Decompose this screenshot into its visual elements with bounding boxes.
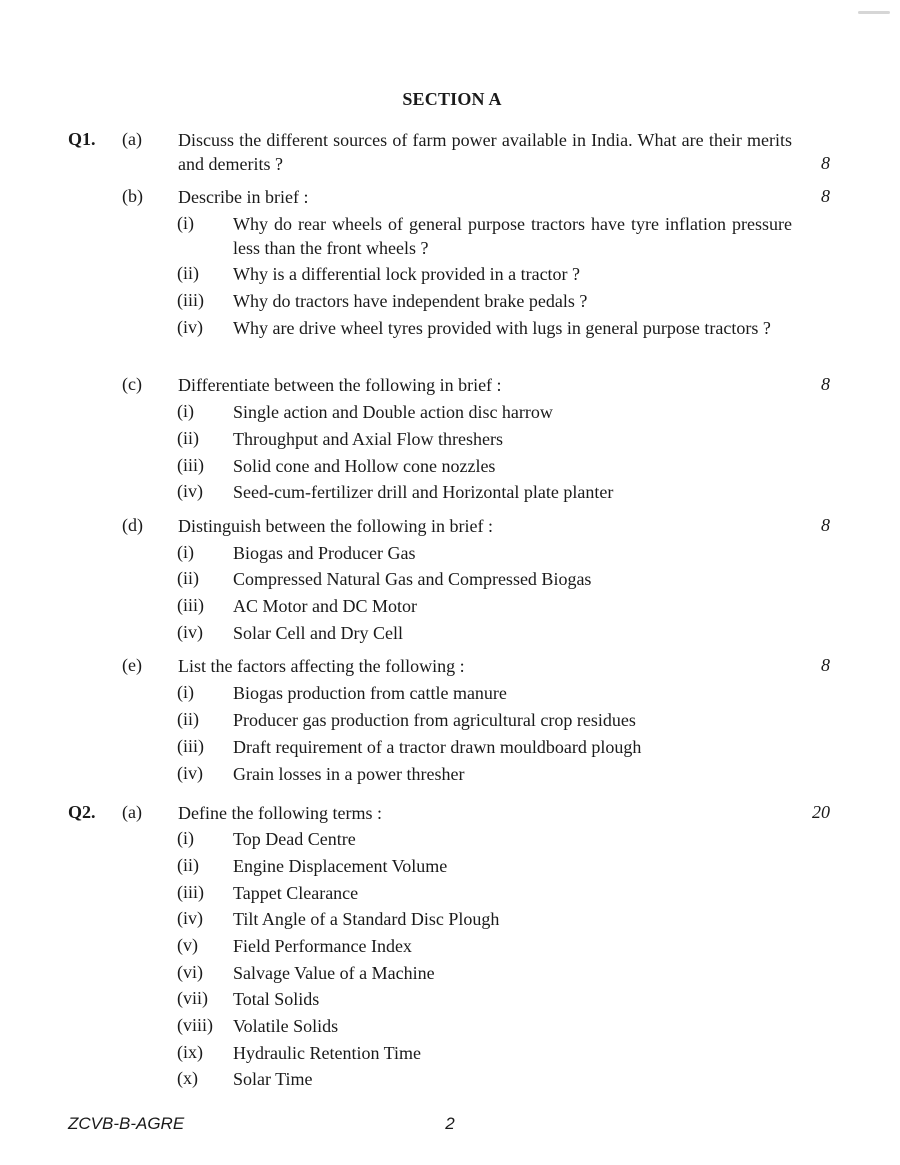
sub-item-text: Grain losses in a power thresher	[233, 764, 465, 784]
marks-q1d: 8	[821, 515, 830, 535]
question-number-q1: Q1.	[68, 129, 96, 149]
sub-item-text: Solid cone and Hollow cone nozzles	[233, 456, 496, 476]
sub-item-text: Why do tractors have independent brake pedals ?	[233, 291, 588, 311]
sub-item-text: Tappet Clearance	[233, 883, 359, 903]
sub-item-text: Solar Cell and Dry Cell	[233, 623, 403, 643]
sub-item-text: Draft requirement of a tractor drawn mouldboard plough	[233, 737, 642, 757]
part-label-q1e: (e)	[122, 655, 142, 675]
sub-item-text: Top Dead Centre	[233, 829, 356, 849]
sub-item-number: (iii)	[177, 595, 204, 615]
sub-item-number: (iii)	[177, 455, 204, 475]
sub-item-number: (iii)	[177, 736, 204, 756]
sub-item-number: (v)	[177, 935, 198, 955]
sub-item-number: (x)	[177, 1068, 198, 1088]
part-label-q1c: (c)	[122, 374, 142, 394]
sub-item-text: AC Motor and DC Motor	[233, 596, 417, 616]
sub-item-text: Compressed Natural Gas and Compressed Biogas	[233, 569, 592, 589]
part-text-q1d: Distinguish between the following in brief :	[178, 516, 493, 536]
scan-artifact	[858, 11, 890, 14]
sub-item-number: (iv)	[177, 622, 203, 642]
part-text-q1c: Differentiate between the following in brief :	[178, 375, 502, 395]
sub-item-number: (vi)	[177, 962, 203, 982]
sub-item-text: Why do rear wheels of general purpose tractors have tyre inflation pressure less than the front wheels ?	[233, 214, 792, 258]
sub-item-text: Producer gas production from agricultural crop residues	[233, 710, 636, 730]
sub-item-number: (ii)	[177, 709, 199, 729]
marks-q1c: 8	[821, 374, 830, 394]
part-label-q1b: (b)	[122, 186, 143, 206]
sub-item-number: (vii)	[177, 988, 208, 1008]
sub-item-number: (iv)	[177, 763, 203, 783]
sub-item-text: Engine Displacement Volume	[233, 856, 448, 876]
sub-item-text: Biogas and Producer Gas	[233, 543, 416, 563]
marks-q1e: 8	[821, 655, 830, 675]
section-title: SECTION A	[402, 89, 502, 109]
sub-item-text: Solar Time	[233, 1069, 313, 1089]
part-label-q1a: (a)	[122, 129, 142, 149]
sub-item-number: (iii)	[177, 882, 204, 902]
part-text-q2a: Define the following terms :	[178, 803, 382, 823]
sub-item-text: Tilt Angle of a Standard Disc Plough	[233, 909, 500, 929]
sub-item-number: (iii)	[177, 290, 204, 310]
paper-code: ZCVB-B-AGRE	[68, 1114, 185, 1133]
sub-item-text: Total Solids	[233, 989, 320, 1009]
sub-item-text: Hydraulic Retention Time	[233, 1043, 421, 1063]
sub-item-number: (ii)	[177, 855, 199, 875]
sub-item-number: (i)	[177, 213, 194, 233]
sub-item-text: Seed-cum-fertilizer drill and Horizontal plate planter	[233, 482, 614, 502]
sub-item-number: (viii)	[177, 1015, 213, 1035]
sub-item-text: Volatile Solids	[233, 1016, 339, 1036]
sub-item-text: Field Performance Index	[233, 936, 412, 956]
sub-item-number: (i)	[177, 542, 194, 562]
sub-item-number: (ix)	[177, 1042, 203, 1062]
sub-item-number: (i)	[177, 682, 194, 702]
sub-item-text: Why is a differential lock provided in a tractor ?	[233, 264, 581, 284]
sub-item-number: (iv)	[177, 481, 203, 501]
sub-item-number: (i)	[177, 401, 194, 421]
sub-item-number: (iv)	[177, 317, 203, 337]
part-text-q1e: List the factors affecting the following :	[178, 656, 465, 676]
sub-item-number: (i)	[177, 828, 194, 848]
sub-item-number: (ii)	[177, 568, 199, 588]
part-label-q2a: (a)	[122, 802, 142, 822]
sub-item-number: (ii)	[177, 263, 199, 283]
marks-q1a: 8	[821, 153, 830, 173]
sub-item-text: Salvage Value of a Machine	[233, 963, 435, 983]
sub-item-text: Single action and Double action disc harrow	[233, 402, 553, 422]
marks-q1b: 8	[821, 186, 830, 206]
marks-q2a: 20	[812, 802, 830, 822]
question-number-q2: Q2.	[68, 802, 96, 822]
page-number: 2	[445, 1114, 455, 1133]
sub-item-text: Biogas production from cattle manure	[233, 683, 507, 703]
part-text-q1a: Discuss the different sources of farm power available in India. What are their merits and demerits ?	[178, 130, 792, 174]
sub-item-number: (iv)	[177, 908, 203, 928]
part-text-q1b: Describe in brief :	[178, 187, 309, 207]
sub-item-text: Throughput and Axial Flow threshers	[233, 429, 503, 449]
sub-item-text: Why are drive wheel tyres provided with lugs in general purpose tractors ?	[233, 318, 771, 338]
part-label-q1d: (d)	[122, 515, 143, 535]
sub-item-number: (ii)	[177, 428, 199, 448]
